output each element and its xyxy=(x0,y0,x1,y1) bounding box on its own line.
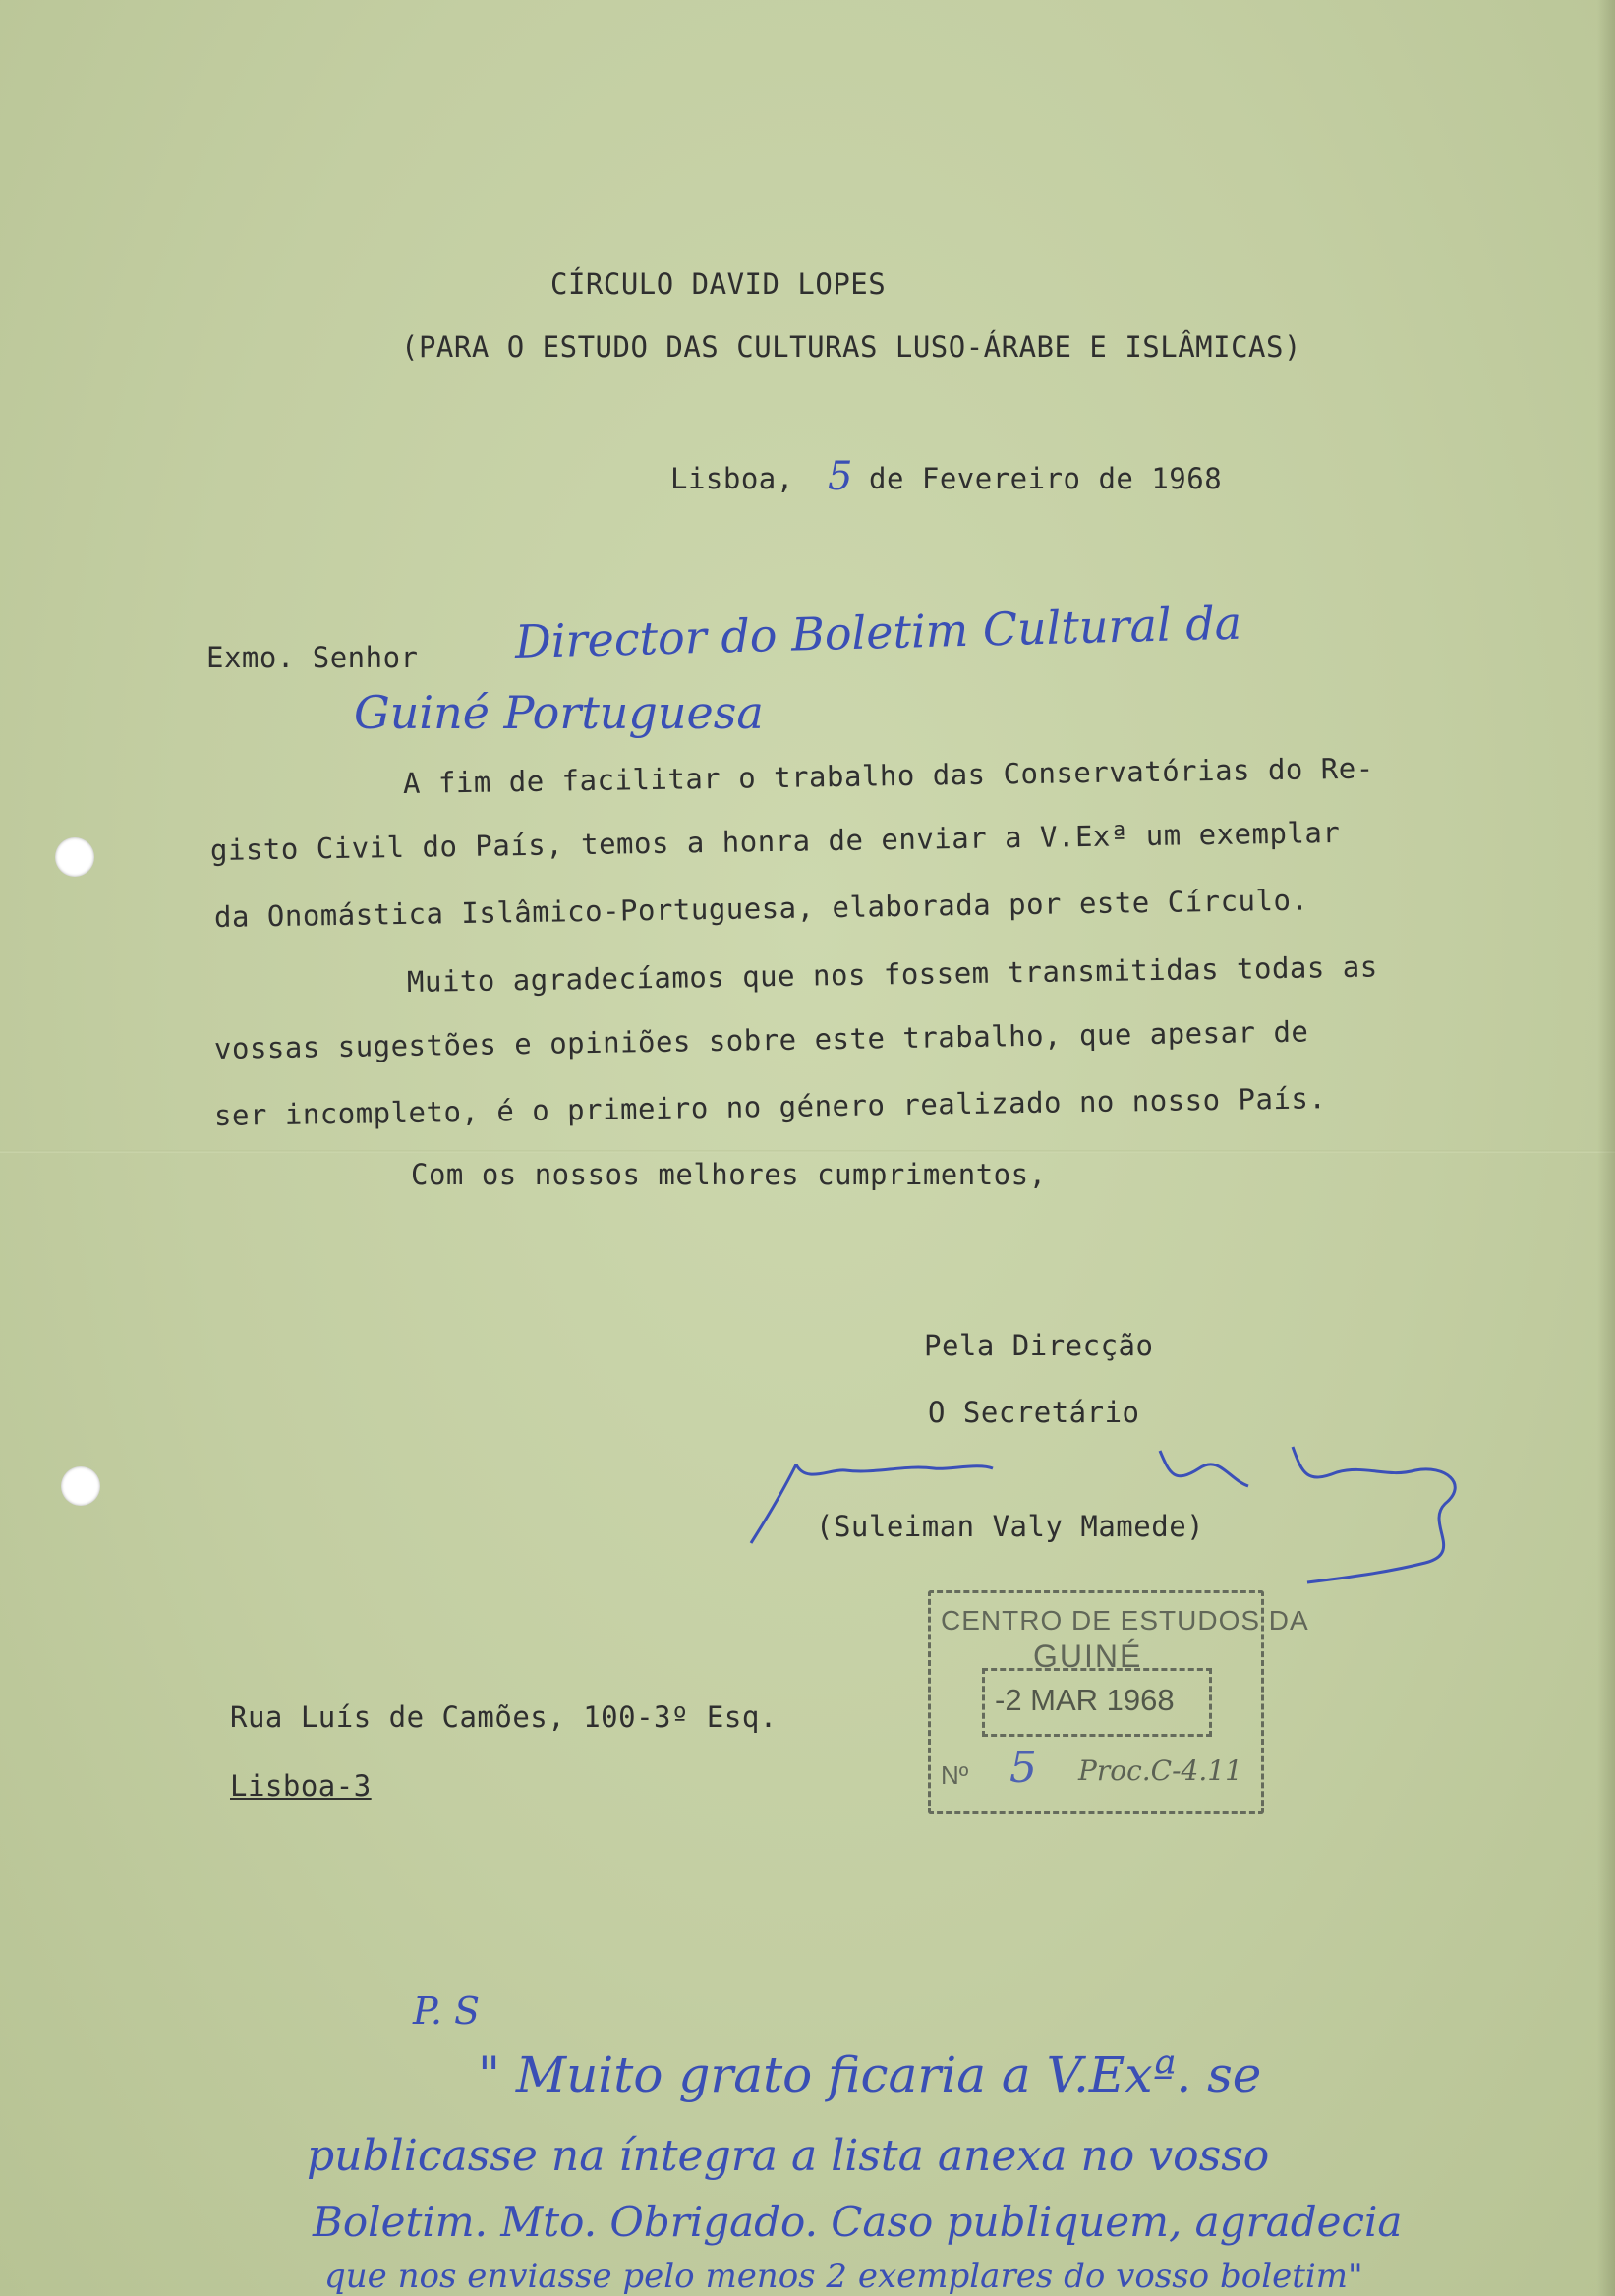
stamp-number-label: Nº xyxy=(941,1760,969,1790)
body-line: gisto Civil do País, temos a honra de enviar a V.Exª um exemplar xyxy=(209,815,1341,867)
body-line: Muito agradecíamos que nos fossem transmitidas todas as xyxy=(406,949,1378,999)
signature-line1: Pela Direcção xyxy=(924,1329,1154,1362)
letterhead-subtitle: (PARA O ESTUDO DAS CULTURAS LUSO-ÁRABE E ISLÂMICAS) xyxy=(401,330,1301,364)
paper-fold xyxy=(0,1150,1615,1153)
address-street: Rua Luís de Camões, 100-3º Esq. xyxy=(230,1700,778,1734)
salutation: Exmo. Senhor xyxy=(206,641,419,674)
punch-hole xyxy=(61,1466,100,1506)
body-line: Com os nossos melhores cumprimentos, xyxy=(411,1158,1047,1191)
stamp-proc: Proc.C-4.11 xyxy=(1078,1754,1242,1787)
received-stamp xyxy=(928,1590,1309,1814)
handwritten-signature xyxy=(737,1425,1484,1592)
date-prefix: Lisboa, xyxy=(670,462,794,495)
punch-hole xyxy=(55,837,94,877)
body-line: ser incompleto, é o primeiro no género realizado no nosso País. xyxy=(213,1081,1327,1132)
postscript-label: P. S xyxy=(413,1989,481,2033)
address-city: Lisboa-3 xyxy=(230,1769,372,1803)
stamp-date-box xyxy=(982,1668,1212,1737)
addressee-handwritten-line1: Director do Boletim Cultural da xyxy=(514,596,1242,668)
postscript-line: publicasse na íntegra a lista anexa no vosso xyxy=(307,2131,1270,2181)
paper-edge-shadow xyxy=(1597,0,1615,2296)
signature-line2: O Secretário xyxy=(928,1396,1140,1429)
addressee-handwritten-line2: Guiné Portuguesa xyxy=(354,686,764,739)
signature-name: (Suleiman Valy Mamede) xyxy=(816,1510,1205,1543)
date-suffix: de Fevereiro de 1968 xyxy=(869,462,1223,495)
letterhead-org: CÍRCULO DAVID LOPES xyxy=(550,267,887,301)
postscript-line: Boletim. Mto. Obrigado. Caso publiquem, agradecia xyxy=(313,2198,1403,2246)
body-line: da Onomástica Islâmico-Portuguesa, elaborada por este Círculo. xyxy=(213,883,1309,934)
stamp-line1: CENTRO DE ESTUDOS DA xyxy=(941,1605,1309,1636)
postscript-line: que nos enviasse pelo menos 2 exemplares do vosso boletim" xyxy=(324,2257,1363,2296)
stamp-line2: GUINÉ xyxy=(1033,1638,1143,1674)
date-day-handwritten: 5 xyxy=(828,454,853,499)
body-line: vossas sugestões e opiniões sobre este trabalho, que apesar de xyxy=(213,1014,1309,1065)
body-line: A fim de facilitar o trabalho das Conservatórias do Re- xyxy=(402,751,1374,800)
postscript-line: " Muito grato ficaria a V.Exª. se xyxy=(478,2046,1262,2103)
stamp-number-handwritten: 5 xyxy=(1009,1743,1037,1793)
stamp-date: -2 MAR 1968 xyxy=(995,1683,1175,1717)
